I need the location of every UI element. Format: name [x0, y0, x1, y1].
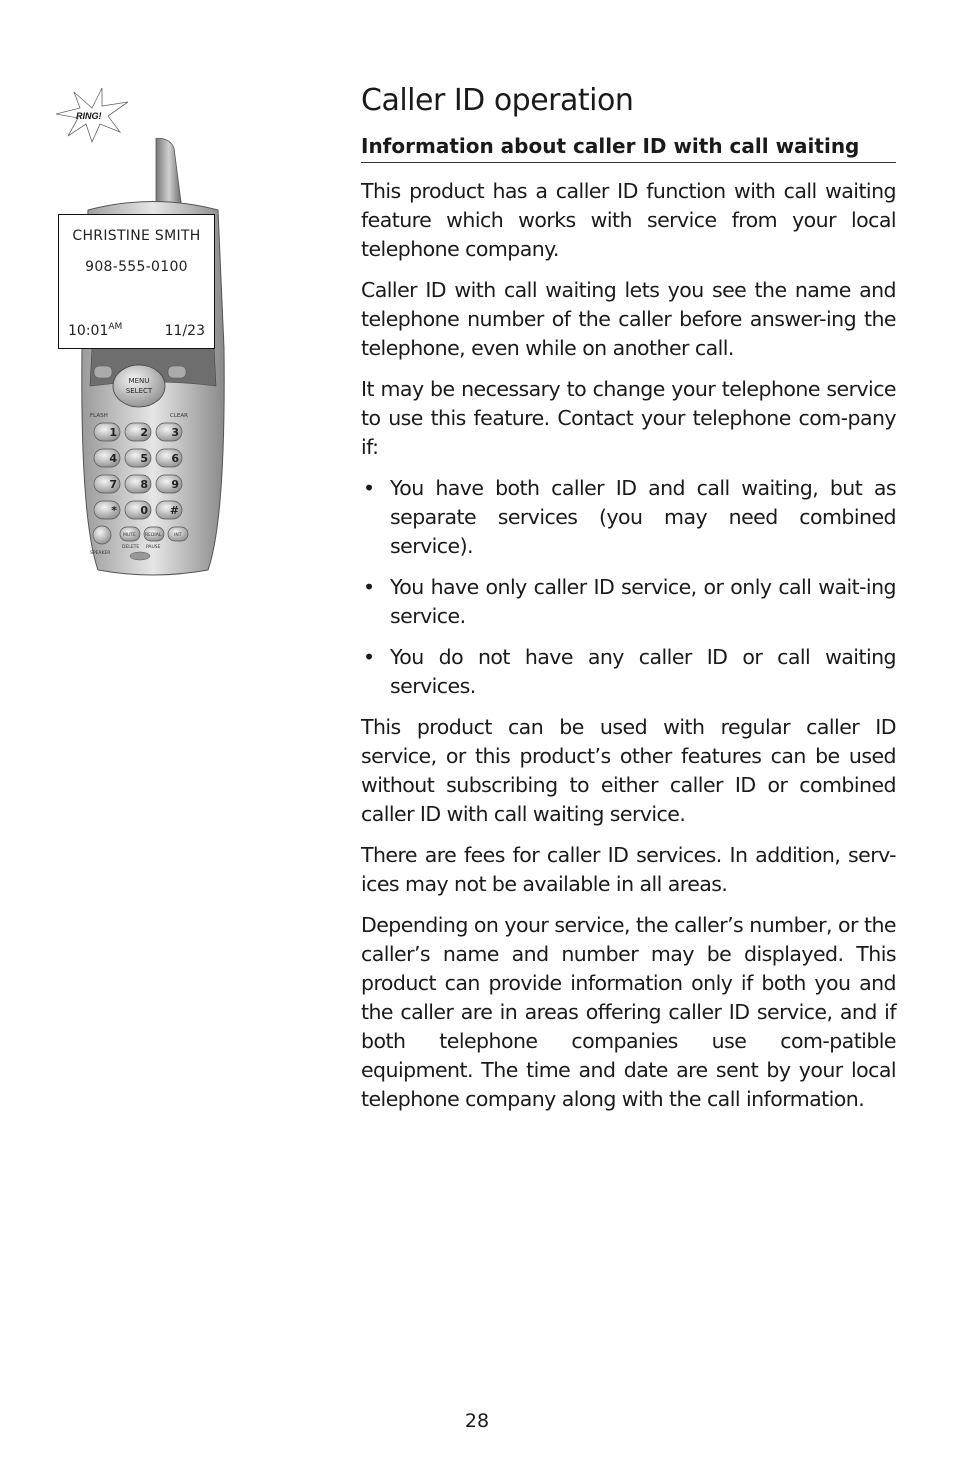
clear-label: CLEAR [170, 413, 188, 419]
key-8: 8 [140, 478, 148, 491]
list-item: • You have only caller ID service, or only call wait-ing service. [361, 573, 896, 631]
select-key-label: SELECT [125, 387, 153, 395]
paragraph: This product can be used with regular caller ID service, or this product’s other features can be used without subscribing to either caller ID or combined caller ID with call waiting service. [361, 715, 896, 826]
call-time-value: 10:01 [68, 323, 109, 339]
call-date: 11/23 [164, 323, 205, 339]
paragraph: Caller ID with call waiting lets you see the name and telephone number of the caller before answer-ing the telephone, even while on another call. [361, 278, 896, 360]
list-item: • You have both caller ID and call waiting, but as separate services (you may need combined service). [361, 474, 896, 561]
delete-label: DELETE [122, 545, 140, 550]
key-5: 5 [140, 452, 148, 465]
flash-label: FLASH [90, 413, 108, 419]
speaker-label: SPEAKER [90, 551, 111, 556]
cordless-handset [78, 138, 228, 578]
paragraph: There are fees for caller ID services. In addition, serv-ices may not be available in all areas. [361, 843, 896, 896]
caller-number: 908-555-0100 [85, 259, 188, 275]
section-heading: Information about caller ID with call waiting [361, 132, 896, 163]
key-3: 3 [171, 426, 179, 439]
pause-label: PAUSE [146, 545, 161, 550]
redial-label: REDIAL [145, 533, 162, 538]
key-6: 6 [171, 452, 179, 465]
mute-label: MUTE [123, 533, 136, 538]
key-1: 1 [109, 426, 117, 439]
key-9: 9 [171, 478, 179, 491]
key-2: 2 [140, 426, 148, 439]
int-label: INT [174, 533, 182, 538]
paragraph: This product has a caller ID function with call waiting feature which works with service from your local telephone company. [361, 179, 896, 261]
key-4: 4 [109, 452, 117, 465]
call-time-suffix: AM [108, 322, 123, 332]
bullet-list [361, 474, 896, 701]
ring-label: RING! [76, 111, 102, 121]
paragraph: It may be necessary to change your telephone service to use this feature. Contact your telephone com-pany if: [361, 377, 896, 459]
key-7: 7 [109, 478, 117, 491]
main-content [361, 80, 896, 1114]
menu-key-label: MENU [128, 377, 150, 385]
list-item: • You do not have any caller ID or call waiting services. [361, 643, 896, 701]
key-0: 0 [140, 504, 148, 517]
caller-name: CHRISTINE SMITH [72, 228, 201, 244]
key-star: * [111, 504, 117, 517]
handset-illustration [50, 80, 250, 580]
key-hash: # [169, 504, 179, 517]
page-title: Caller ID operation [361, 83, 634, 118]
lcd-display [58, 214, 215, 349]
page-number: 28 [464, 1410, 490, 1432]
paragraph: Depending on your service, the caller’s number, or the caller’s name and number may be displayed. This product can provide information only if both you and the caller are in areas offering caller ID service, and if both telephone companies use com-patible equipment. The time and date are sent by your local telephone company along with the call information. [361, 913, 896, 1111]
call-time [68, 322, 122, 339]
